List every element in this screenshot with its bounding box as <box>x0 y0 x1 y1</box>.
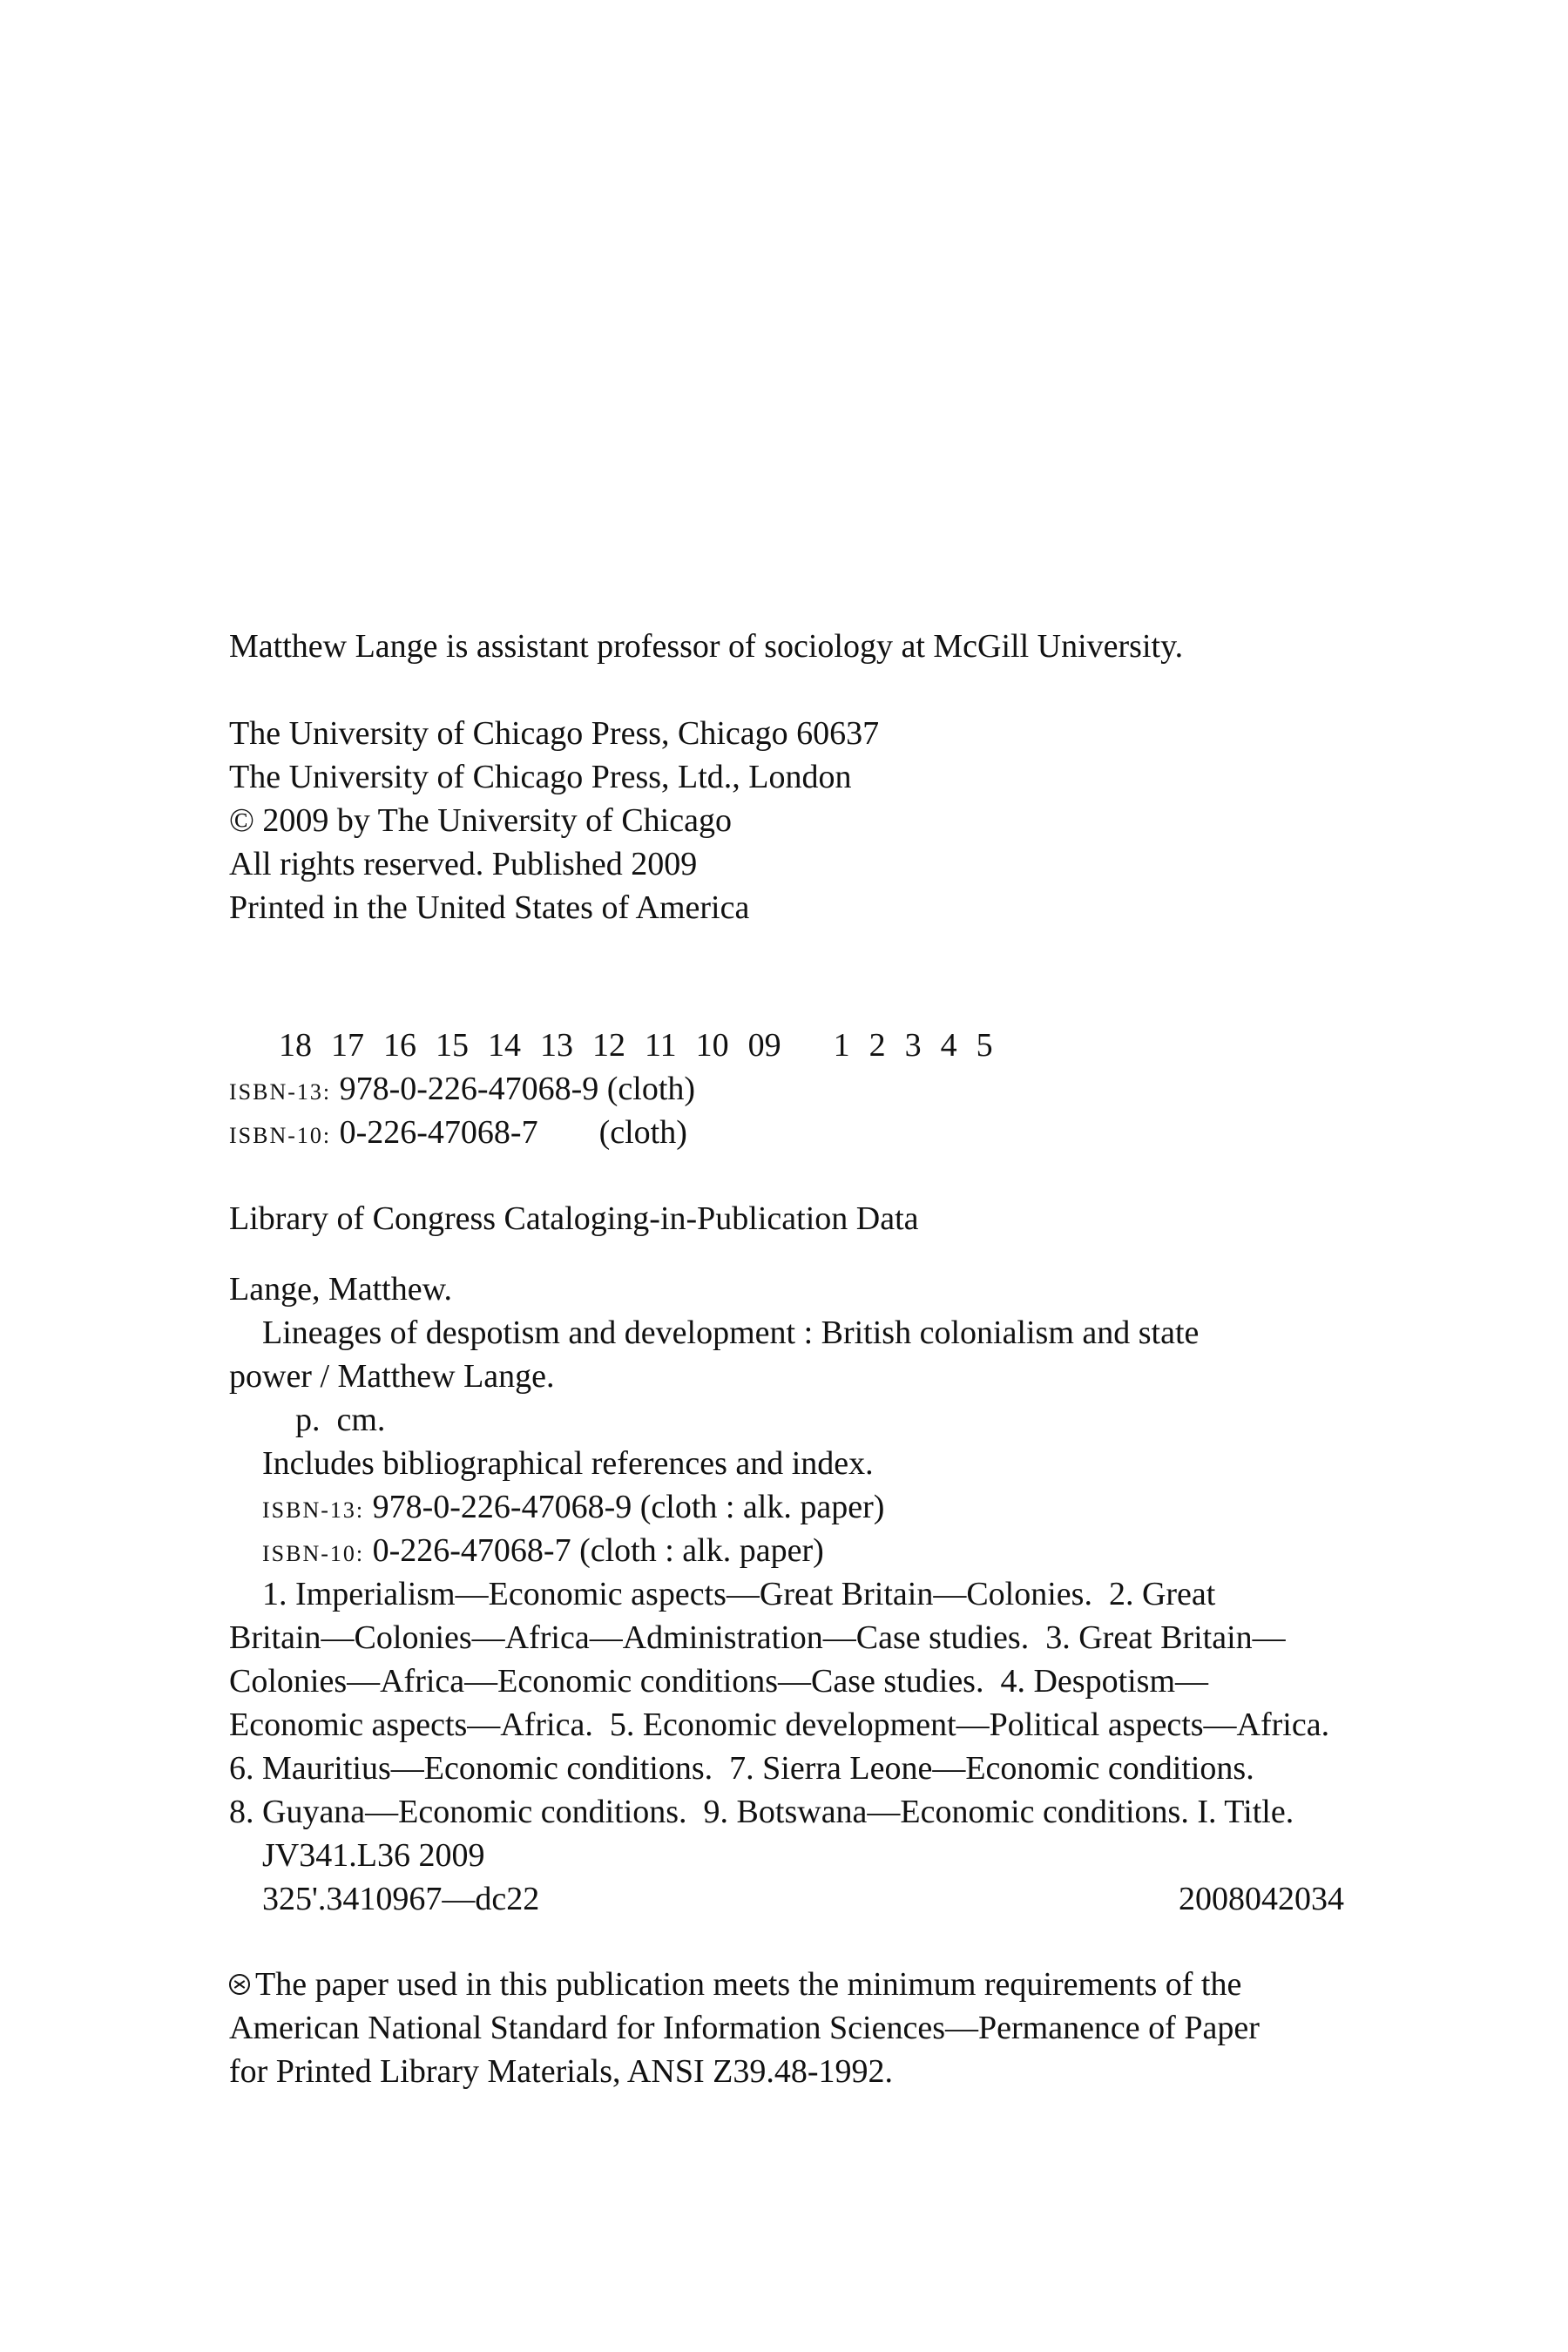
year-number: 10 <box>695 1027 729 1064</box>
isbn10-label: ISBN-10: <box>229 1123 332 1148</box>
year-number: 16 <box>383 1027 416 1064</box>
author-note-text: Matthew Lange is assistant professor of sociology at McGill University. <box>229 628 1184 665</box>
impression-number: 1 <box>833 1027 850 1064</box>
year-number: 13 <box>540 1027 573 1064</box>
cip-lc-class: JV341.L36 2009 <box>262 1837 485 1874</box>
impression-number: 5 <box>976 1027 993 1064</box>
publisher-line: The University of Chicago Press, Chicago 60637 <box>229 715 880 752</box>
printing-line <box>229 980 1344 1064</box>
cip-subjects-line: 8. Guyana—Economic conditions. 9. Botswana—Economic conditions. I. Title. <box>229 1794 1294 1830</box>
cip-title: power / Matthew Lange. <box>229 1358 555 1395</box>
cip-isbn13-value: 978-0-226-47068-9 (cloth : alk. paper) <box>372 1489 885 1525</box>
impression-number: 2 <box>868 1027 886 1064</box>
isbn10-value: 0-226-47068-7 <box>339 1114 538 1151</box>
year-number: 14 <box>488 1027 521 1064</box>
cip-class-row <box>229 1877 1344 1921</box>
cip-lccn: 2008042034 <box>1179 1881 1344 1917</box>
author-note <box>229 625 1344 668</box>
isbn-block <box>229 1067 1344 1154</box>
cip-heading-block <box>229 1197 1344 1240</box>
rights-line: All rights reserved. Published 2009 <box>229 846 698 882</box>
isbn13-label: ISBN-13: <box>229 1079 332 1105</box>
publisher-line: The University of Chicago Press, Ltd., London <box>229 759 852 795</box>
year-number: 18 <box>279 1027 312 1064</box>
cip-subjects-line: Britain—Colonies—Africa—Administration—Case studies. 3. Great Britain— <box>229 1619 1286 1656</box>
publisher-block <box>229 712 1344 929</box>
paper-note-line: for Printed Library Materials, ANSI Z39.48-1992. <box>229 2053 893 2090</box>
cip-isbn10-label: ISBN-10: <box>262 1541 365 1566</box>
cip-bib-note: Includes bibliographical references and index. <box>262 1445 874 1482</box>
permanent-paper-icon <box>229 1974 250 1995</box>
isbn13-value: 978-0-226-47068-9 (cloth) <box>339 1071 696 1107</box>
impression-number: 4 <box>940 1027 957 1064</box>
cip-subjects-line: Colonies—Africa—Economic conditions—Case studies. 4. Despotism— <box>229 1663 1209 1700</box>
cip-isbn13-label: ISBN-13: <box>262 1497 365 1523</box>
year-number: 15 <box>436 1027 469 1064</box>
paper-note-line: American National Standard for Information Sciences—Permanence of Paper <box>229 2010 1260 2046</box>
cip-heading: Library of Congress Cataloging-in-Publication Data <box>229 1200 919 1237</box>
year-number: 12 <box>592 1027 625 1064</box>
isbn10-binding: (cloth) <box>598 1114 687 1151</box>
copyright-line: © 2009 by The University of Chicago <box>229 802 732 839</box>
cip-pages: p. cm. <box>295 1402 386 1438</box>
paper-note-line: The paper used in this publication meets the minimum requirements of the <box>255 1966 1242 2003</box>
impression-number: 3 <box>904 1027 922 1064</box>
year-number: 11 <box>645 1027 677 1064</box>
cip-title: Lineages of despotism and development : British colonialism and state <box>262 1315 1200 1351</box>
cip-isbn10-value: 0-226-47068-7 (cloth : alk. paper) <box>372 1532 824 1569</box>
paper-note <box>229 1963 1344 2093</box>
cip-author: Lange, Matthew. <box>229 1271 453 1308</box>
cip-record <box>229 1267 1344 1921</box>
printed-line: Printed in the United States of America <box>229 889 750 926</box>
year-number: 17 <box>331 1027 364 1064</box>
cip-subjects-line: 6. Mauritius—Economic conditions. 7. Sierra Leone—Economic conditions. <box>229 1750 1254 1787</box>
cip-subjects-line: 1. Imperialism—Economic aspects—Great Britain—Colonies. 2. Great <box>262 1576 1216 1612</box>
year-number: 09 <box>747 1027 781 1064</box>
cip-dewey: 325'.3410967—dc22 <box>262 1881 540 1917</box>
cip-subjects-line: Economic aspects—Africa. 5. Economic development—Political aspects—Africa. <box>229 1707 1330 1743</box>
